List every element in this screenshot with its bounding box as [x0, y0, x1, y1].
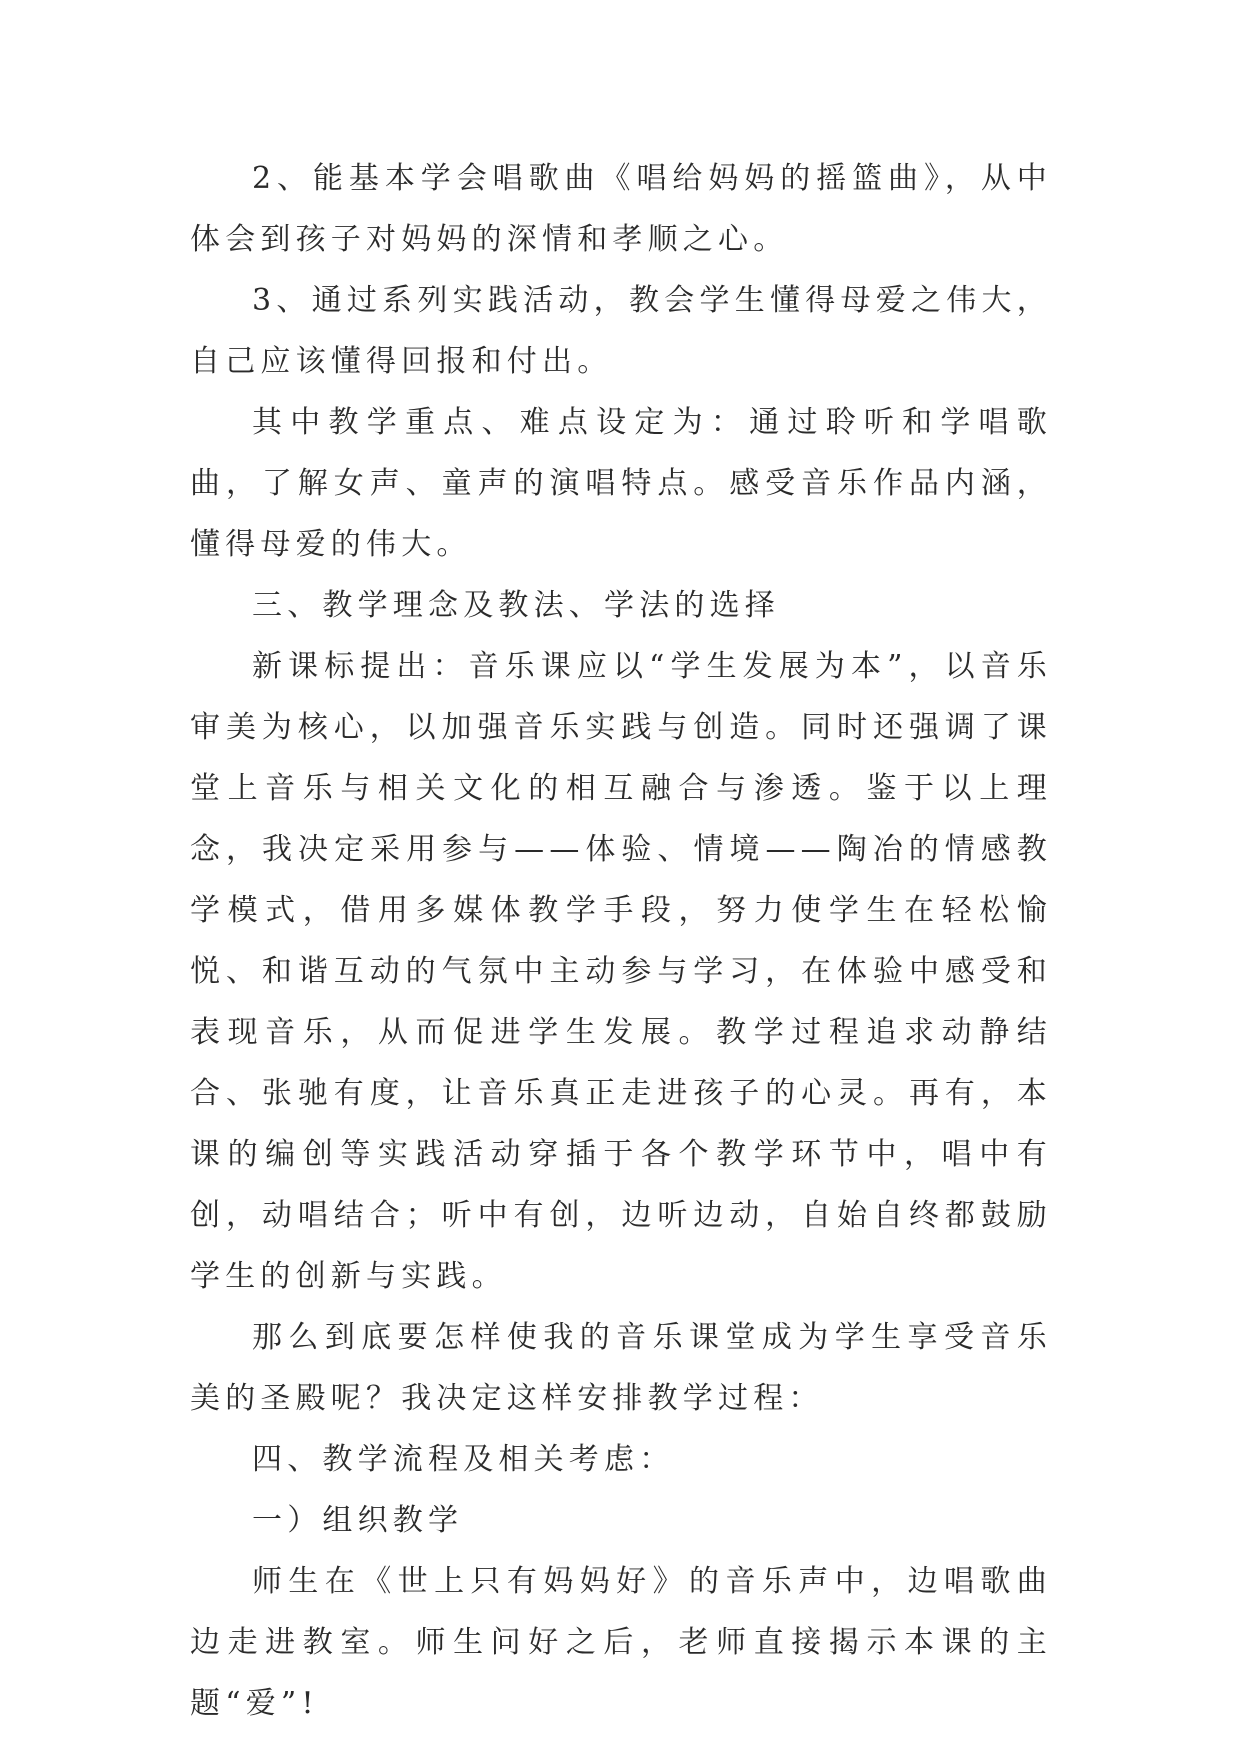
- section-heading-teaching-philosophy: 三、教学理念及教法、学法的选择: [252, 588, 780, 623]
- paragraph-objective-3: 3、通过系列实践活动，教会学生懂得母爱之伟大，自己应该懂得回报和付出。: [190, 283, 1052, 379]
- paragraph-transition: 那么到底要怎样使我的音乐课堂成为学生享受音乐美的圣殿呢？我决定这样安排教学过程：: [190, 1320, 1052, 1416]
- paragraph-objective-2: 2、能基本学会唱歌曲《唱给妈妈的摇篮曲》，从中体会到孩子对妈妈的深情和孝顺之心。: [190, 161, 1052, 257]
- subsection-heading-organize-teaching: 一）组织教学: [252, 1503, 464, 1538]
- paragraph-classroom-entry: 师生在《世上只有妈妈好》的音乐声中，边唱歌曲边走进教室。师生问好之后，老师直接揭示本课的主题“爱”!: [190, 1564, 1052, 1721]
- section-heading-teaching-process: 四、教学流程及相关考虑：: [252, 1442, 675, 1477]
- paragraph-curriculum-standard: 新课标提出：音乐课应以“学生发展为本”，以音乐审美为核心，以加强音乐实践与创造。同时还强调了课堂上音乐与相关文化的相互融合与渗透。鉴于以上理念，我决定采用参与——体验、情境——陶冶的情感教学模式，借用多媒体教学手段，努力使学生在轻松愉悦、和谐互动的气氛中主动参与学习，在体验中感受和表现音乐，从而促进学生发展。教学过程追求动静结合、张驰有度，让音乐真正走进孩子的心灵。再有，本课的编创等实践活动穿插于各个教学环节中，唱中有创，动唱结合；听中有创，边听边动，自始自终都鼓励学生的创新与实践。: [190, 649, 1052, 1294]
- paragraph-key-points: 其中教学重点、难点设定为：通过聆听和学唱歌曲，了解女声、童声的演唱特点。感受音乐作品内涵，懂得母爱的伟大。: [190, 405, 1052, 562]
- document-body: [190, 148, 1052, 1734]
